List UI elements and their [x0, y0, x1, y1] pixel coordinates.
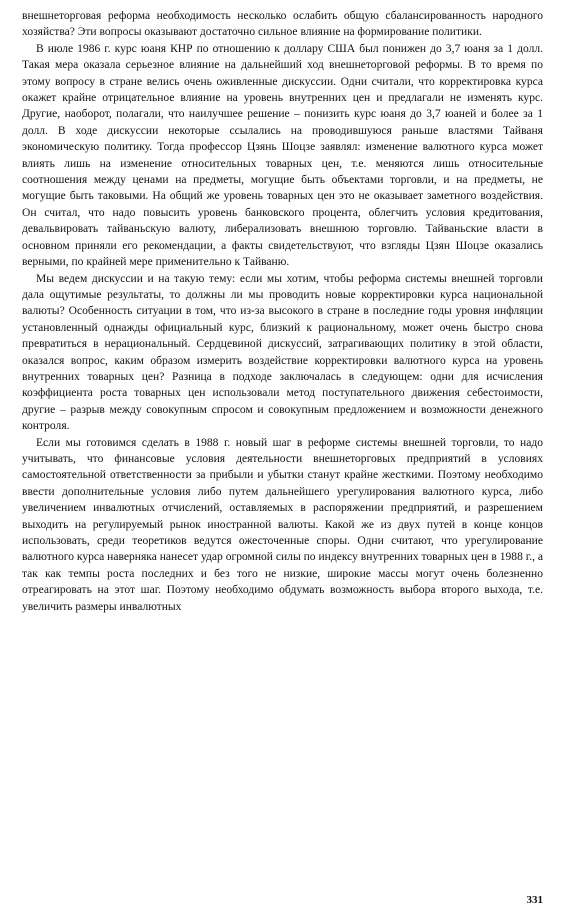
paragraph-continuation: внешнеторговая реформа необходимость несколько ослабить общую сбалансированность народного хозяйства? Эти вопросы оказывают достаточно сильное влияние на формирование политики. — [22, 10, 543, 39]
paragraph-exchange-rate-1986: В июле 1986 г. курс юаня КНР по отношению к доллару США был понижен до 3,7 юаня за 1 долл. Такая мера оказала серьезное влияние на дальнейший ход внешнеторговой реформы. В то время по этому вопросу в стране велись очень оживленные дискуссии. Одни считали, что корректировка курса окажет крайне отрицательное влияние на уровень внутренних цен и предлагали не изменять курс. Другие, наоборот, полагали, что наилучшее решение – понизить курс юаня до 3,7 юаней и более за 1 долл. В ходе дискуссии некоторые ссылались на проводившуюся раньше властями Тайваня экономическую политику. Тогда профессор Цзянь Шоцзе заявлял: изменение валютного курса может влиять лишь на изменение относительных товарных цен, т.е. меняются лишь относительные соотношения между ценами на предметы, могущие быть объектами торговли, и на предметы, не могущие быть таковыми. На общий же уровень товарных цен это не оказывает заметного воздействия. Он считал, что надо повысить уровень банковского процента, облегчить условия кредитования, девальвировать тайваньскую валюту, либерализовать внешнюю торговлю. Тайваньские власти в основном приняли его рекомендации, а факты свидетельствуют, что взгляды Цзян Шоцзе оказались верными, по крайней мере применительно к Тайваню. — [22, 42, 543, 269]
page-number: 331 — [526, 894, 543, 906]
paragraph-reform-1988: Если мы готовимся сделать в 1988 г. новый шаг в реформе системы внешней торговли, то надо учитывать, что финансовые условия деятельности внешнеторговых предприятий в условиях самостоятельной ответственности за прибыли и убытки станут крайне жесткими. Поэтому необходимо ввести дополнительные условия либо путем дальнейшего урегулирования валютного курса, либо увеличением инвалютных отчислений, оставляемых в распоряжении предприятий, и разрешением выходить на регулируемый рынок иностранной валюты. Какой же из двух путей в конце концов использовать, среди теоретиков ведутся ожесточенные споры. Одни считают, что урегулирование валютного курса наверняка нанесет удар огромной силы по индексу внутренних товарных цен в 1988 г., а так как темпы роста последних и без того не низкие, широкие массы могут очень болезненно отреагировать на этот шаг. Поэтому необходимо обдумать возможность выбора второго выхода, т.е. увеличить размеры инвалютных — [22, 436, 543, 613]
paragraph-discussion: Мы ведем дискуссии и на такую тему: если мы хотим, чтобы реформа системы внешней торговли дала ощутимые результаты, то должны ли мы проводить новые корректировки курса национальной валюты? Особенность ситуации в том, что из-за высокого в стране в последние годы уровня инфляции установленный однажды официальный курс, близкий к рациональному, может очень быстро снова превратиться в нерациональный. Сердцевиной дискуссий, затрагивающих политику в этой области, оказался вопрос, каким образом измерить воздействие корректировки валютного курса на уровень внутренних товарных цен? Разница в подходе заключалась в следующем: одни для исчисления коэффициента роста товарных цен использовали метод поступательного движения себестоимости, другие – разрыв между совокупным спросом и совокупным предложением и возможности денежного контроля. — [22, 272, 543, 433]
page-body — [22, 8, 543, 615]
